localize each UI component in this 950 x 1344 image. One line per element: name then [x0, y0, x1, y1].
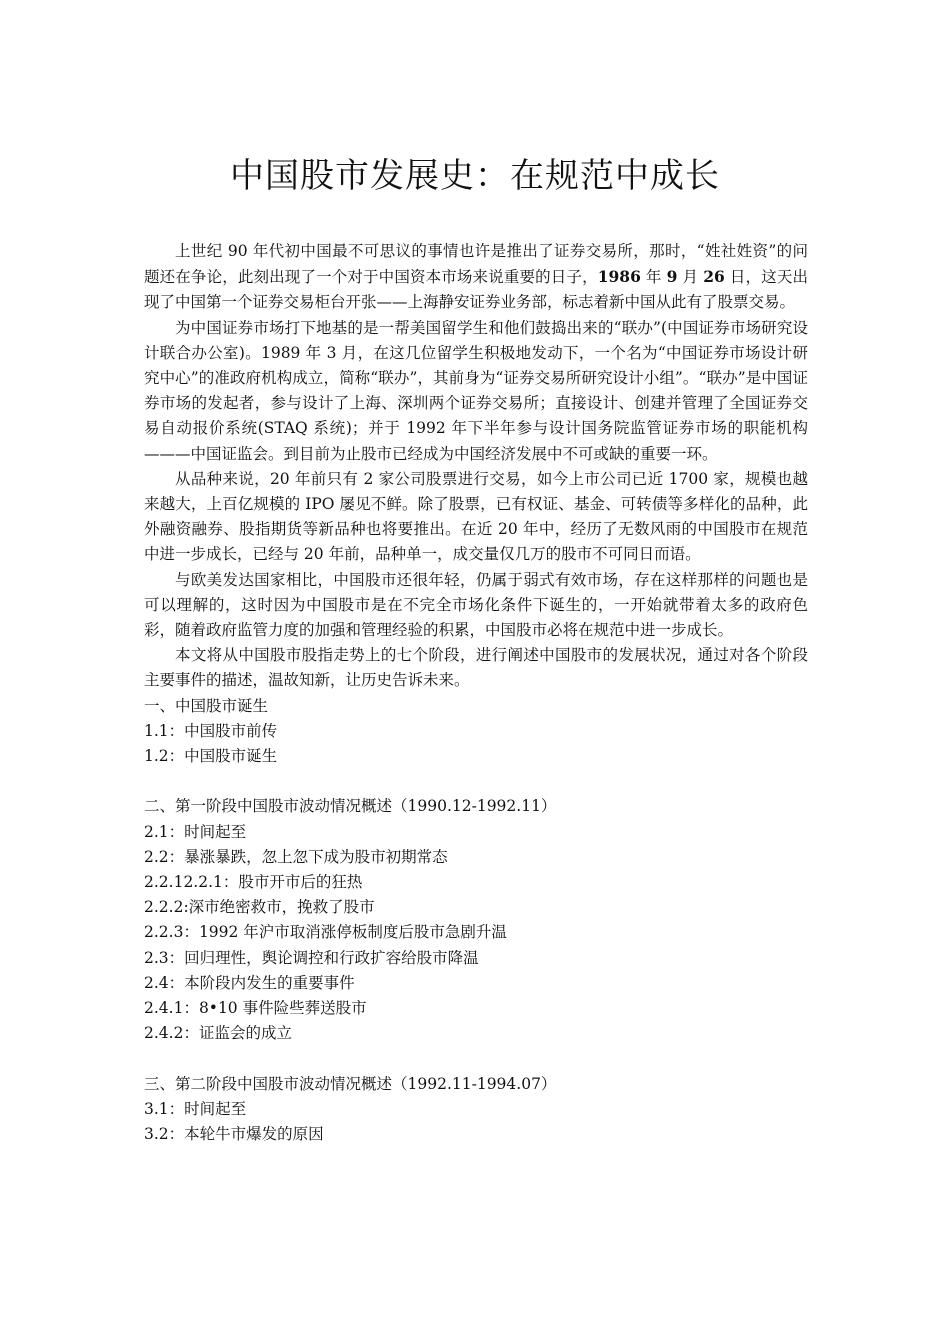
date-month-suffix: 月: [677, 268, 704, 287]
toc-item-2-2-2: 2.2.2:深市绝密救市，挽救了股市: [144, 898, 375, 917]
date-month: 9: [666, 267, 678, 287]
toc-item-2-4: 2.4：本阶段内发生的重要事件: [144, 973, 355, 992]
toc-item-2-2-1: 2.2.12.2.1：股市开市后的狂热: [144, 873, 363, 892]
toc-item-1-1: 1.1：中国股市前传: [144, 721, 278, 740]
toc-spacer: [144, 1046, 808, 1071]
paragraph-intro-text-2: 日，这天出现了中国第一个证券交易柜台开张——上海静安证券业务部，标志着新中国从此有了股票交易。: [144, 268, 808, 312]
toc-item-2-3: 2.3：回归理性，舆论调控和行政扩容给股市降温: [144, 948, 479, 967]
date-year: 1986: [597, 267, 641, 287]
toc-item-2-2: 2.2：暴涨暴跌，忽上忽下成为股市初期常态: [144, 847, 448, 866]
date-year-suffix: 年: [640, 268, 667, 287]
toc-section-3: 三、第二阶段中国股市波动情况概述（1992.11-1994.07）: [144, 1074, 557, 1093]
toc-item-2-4-2: 2.4.2：证监会的成立: [144, 1024, 292, 1043]
toc-item-3-1: 3.1：时间起至: [144, 1099, 247, 1118]
toc-section-2: 二、第一阶段中国股市波动情况概述（1990.12-1992.11）: [144, 797, 557, 816]
paragraph-intro-text-1: 上世纪 90 年代初中国最不可思议的事情也许是推出了证券交易所，那时，“姓社姓资”的问题还在争论，此刻出现了一个对于中国资本市场来说重要的日子，: [144, 242, 808, 287]
document-title: 中国股市发展史：在规范中成长: [230, 156, 720, 196]
document-body: [144, 239, 808, 1147]
toc-item-2-4-1: 2.4.1：8•10 事件险些葬送股市: [144, 999, 367, 1018]
table-of-contents: [144, 694, 808, 1148]
paragraph-intro: [144, 239, 808, 316]
paragraph-varieties: 从品种来说，20 年前只有 2 家公司股票进行交易，如今上市公司已近 1700 家，规模也越来越大，上百亿规模的 IPO 屡见不鲜。除了股票，已有权证、基金、可转债等多样化的品种，此外融资融券、股指期货等新品种也将要推出。在近 20 年中，经历了无数风雨的中国股市在规范中进一步成长，已经与 20 年前，品种单一，成交量仅几万的股市不可同日而语。: [144, 469, 808, 564]
paragraph-lianban: 为中国证券市场打下地基的是一帮美国留学生和他们鼓捣出来的“联办”(中国证券市场研究设计联合办公室)。1989 年 3 月，在这几位留学生积极地发动下，一个名为“中国证券市场设计研究中心”的准政府机构成立，简称“联办”，其前身为“证券交易所研究设计小组”。“联办”是中国证券市场的发起者，参与设计了上海、深圳两个证券交易所；直接设计、创建并管理了全国证券交易自动报价系统(STAQ 系统)；并于 1992 年下半年参与设计国务院监管证券市场的职能机构———中国证监会。到目前为止股市已经成为中国经济发展中不可或缺的重要一环。: [144, 318, 808, 463]
toc-spacer: [144, 769, 808, 794]
paragraph-comparison: 与欧美发达国家相比，中国股市还很年轻，仍属于弱式有效市场，存在这样那样的问题也是可以理解的，这时因为中国股市是在不完全市场化条件下诞生的，一开始就带着太多的政府色彩，随着政府监管力度的加强和管理经验的积累，中国股市必将在规范中进一步成长。: [144, 570, 808, 640]
toc-item-1-2: 1.2：中国股市诞生: [144, 747, 278, 766]
toc-section-1: 一、中国股市诞生: [144, 696, 269, 715]
date-day: 26: [703, 267, 725, 287]
toc-item-2-1: 2.1：时间起至: [144, 822, 247, 841]
toc-item-2-2-3: 2.2.3：1992 年沪市取消涨停板制度后股市急剧升温: [144, 923, 507, 942]
paragraph-outline: 本文将从中国股市股指走势上的七个阶段，进行阐述中国股市的发展状况，通过对各个阶段主要事件的描述，温故知新，让历史告诉未来。: [144, 646, 808, 690]
toc-item-3-2: 3.2：本轮牛市爆发的原因: [144, 1125, 324, 1144]
